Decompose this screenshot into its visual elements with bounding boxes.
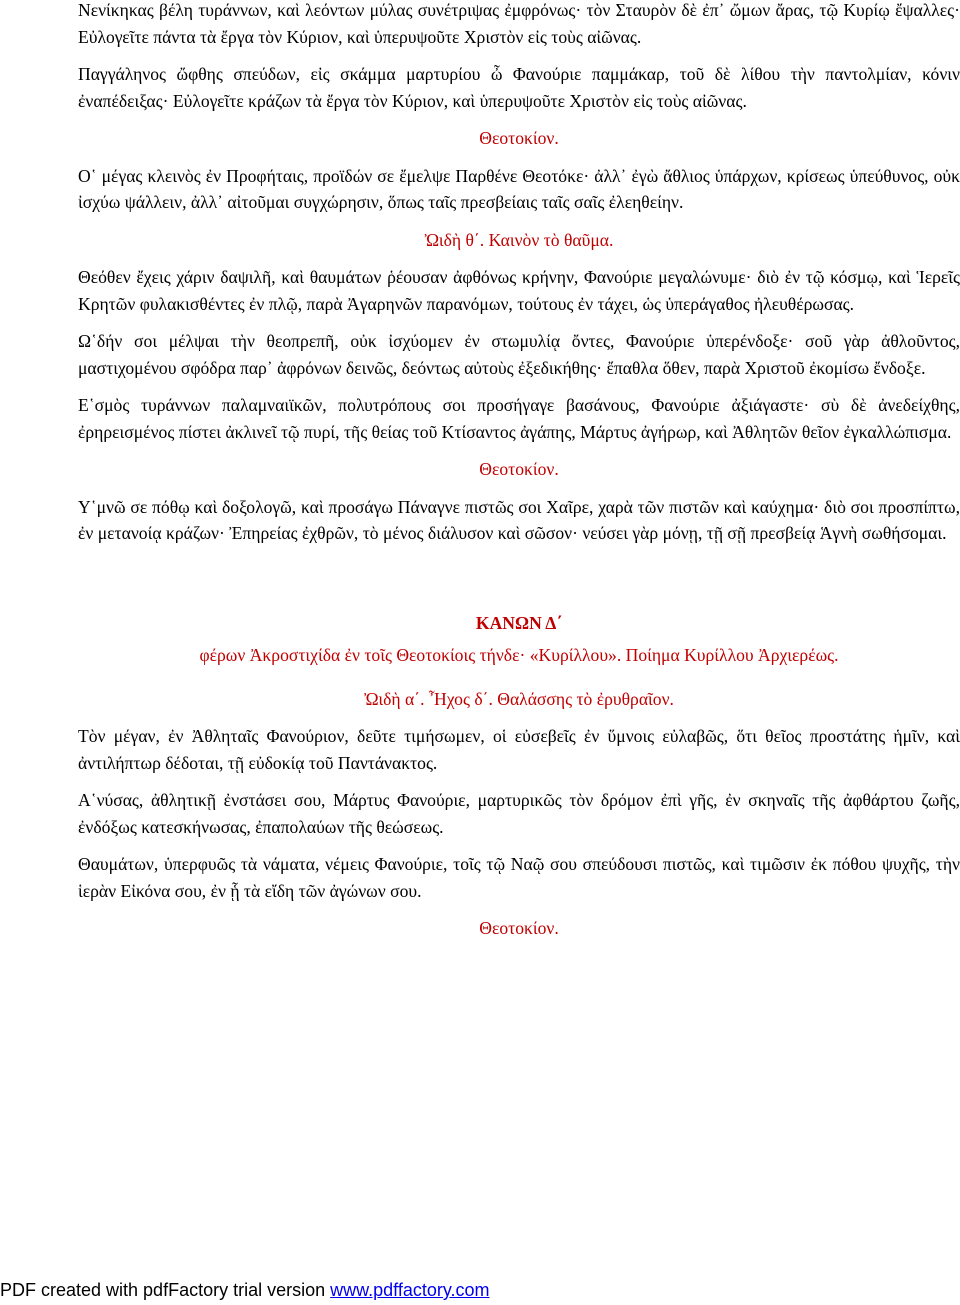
footer-text: PDF created with pdfFactory trial version [0,1280,331,1300]
canon-title: ΚΑΝΩΝ Δ΄ [475,612,563,633]
ode-heading: Ὠιδὴ θ΄. Καινὸν τὸ θαῦμα. [424,229,614,250]
troparion-paragraph: Ε῾σμὸς τυράννων παλαμναιϊκῶν, πολυτρόπους σοι προσήγαγε βασάνους, Φανούριε ἀξιάγαστε· σὺ δὲ ἀνεδείχθης, ἐρηρεισμένος πίστει ἀκλινεῖ τῷ πυρί, τῆς θείας τοῦ Κτίσαντος ἀγάπης, Μάρτυς ἀγήρωρ, καὶ Ἀθλητῶν θεῖον ἐγκαλλώπισμα. [78,395,960,442]
troparion-paragraph: Υ῾μνῶ σε πόθῳ καὶ δοξολογῶ, καὶ προσάγω Πάναγνε πιστῶς σοι Χαῖρε, χαρὰ τῶν πιστῶν καὶ καύχημα· διὸ σοι προσπίπτω, ἐν μετανοίᾳ κράζων· Ἐπηρείας ἐχθρῶν, τὸ μένος διάλυσον καὶ σῶσον· νεύσει γὰρ μόνῃ, τῇ σῇ πρεσβείᾳ Ἁγνὴ σωθήσομαι. [78,496,960,543]
acrostic-line: φέρων Ἀκροστιχίδα ἐν τοῖς Θεοτοκίοις τήνδε· «Κυρίλλου». Ποίημα Κυρίλλου Ἀρχιερέως. [199,645,839,665]
troparion-paragraph: Θαυμάτων, ὑπερφυῶς τὰ νάματα, νέμεις Φανούριε, τοῖς τῷ Ναῷ σου σπεύδουσι πιστῶς, καὶ τιμῶσιν ἐκ πόθου ψυχῆς, τὴν ἱερὰν Εἰκόνα σου, ἐν ᾗ τὰ εἴδη τῶν ἀγώνων σου. [78,854,960,901]
pdf-watermark-footer [0,1278,490,1302]
troparion-paragraph: Ο῾ μέγας κλεινὸς ἐν Προφήταις, προϊδών σε ἔμελψε Παρθένε Θεοτόκε· ἀλλ᾽ ἐγὼ ἄθλιος ὑπάρχων, κρίσεως ὑπεύθυνος, οὐκ ἰσχύω ψάλλειν, ἀλλ᾽ αἰτοῦμαι συγχώρησιν, ὅπως ταῖς πρεσβείαις ταῖς σαῖς ἐλεηθείην. [78,165,960,212]
theotokion-heading: Θεοτοκίον. [479,128,559,148]
troparion-paragraph: Παγγάληνος ὤφθης σπεύδων, εἰς σκάμμα μαρτυρίου ὦ Φανούριε παμμάκαρ, τοῦ δὲ λίθου τὴν παντολμίαν, κόνιν ἐναπέδειξας· Εὐλογεῖτε κράζων τὰ ἔργα τὸν Κύριον, καὶ ὑπερυψοῦτε Χριστὸν εἰς τοὺς αἰῶνας. [78,64,960,111]
document-page [78,0,960,942]
troparion-paragraph: Νενίκηκας βέλη τυράννων, καὶ λεόντων μύλας συνέτριψας ἐμφρόνως· τὸν Σταυρὸν δὲ ἐπ᾽ ὤμων ἄρας, τῷ Κυρίῳ ἔψαλλες· Εὐλογεῖτε πάντα τὰ ἔργα τὸν Κύριον, καὶ ὑπερυψοῦτε Χριστὸν εἰς τοὺς αἰῶνας. [78,0,960,47]
troparion-paragraph: Ω῾δήν σοι μέλψαι τὴν θεοπρεπῆ, οὐκ ἰσχύομεν ἐν στωμυλίᾳ ὄντες, Φανούριε ὑπερένδοξε· σοῦ γὰρ ἀθλοῦντος, μαστιχομένου σφόδρα παρ᾽ ἀφρόνων δεινῶς, δεόντως αὐτοὺς ἐξεδικήθης· ἔπαθλα ὅθεν, παρὰ Χριστοῦ ἐκομίσω ἔνδοξε. [78,331,960,378]
theotokion-heading: Θεοτοκίον. [479,459,559,479]
troparion-paragraph: Α῾νύσας, ἀθλητικῇ ἐνστάσει σου, Μάρτυς Φανούριε, μαρτυρικῶς τὸν δρόμον ἐπὶ γῆς, ἐν σκηναῖς τῆς ἀφθάρτου ζωῆς, ἐνδόξως κατεσκήνωσας, ἐπαπολαύων τῆς θεώσεως. [78,790,960,837]
troparion-paragraph: Τὸν μέγαν, ἐν Ἀθληταῖς Φανούριον, δεῦτε τιμήσωμεν, οἱ εὐσεβεῖς ἐν ὕμνοις εὐλαβῶς, ὅτι θεῖος προστάτης ἡμῖν, καὶ ἀντιλήπτωρ δέδοται, τῇ εὐδοκίᾳ τοῦ Παντάνακτος. [78,726,960,773]
ode-heading: Ὠιδὴ α΄. Ἦχος δ΄. Θαλάσσης τὸ ἐρυθραῖον. [364,688,674,709]
pdffactory-link[interactable]: www.pdffactory.com [330,1280,490,1300]
troparion-paragraph: Θεόθεν ἔχεις χάριν δαψιλῆ, καὶ θαυμάτων ῥέουσαν ἀφθόνως κρήνην, Φανούριε μεγαλώνυμε· διὸ ἐν τῷ κόσμῳ, καὶ Ἱερεῖς Κρητῶν φυλακισθέντες ἐν πλῷ, παρὰ Ἀγαρηνῶν παρανόμων, τούτους ἐν τάχει, ὡς ὑπεράγαθος ἠλευθέρωσας. [78,267,960,314]
theotokion-heading: Θεοτοκίον. [479,918,559,938]
